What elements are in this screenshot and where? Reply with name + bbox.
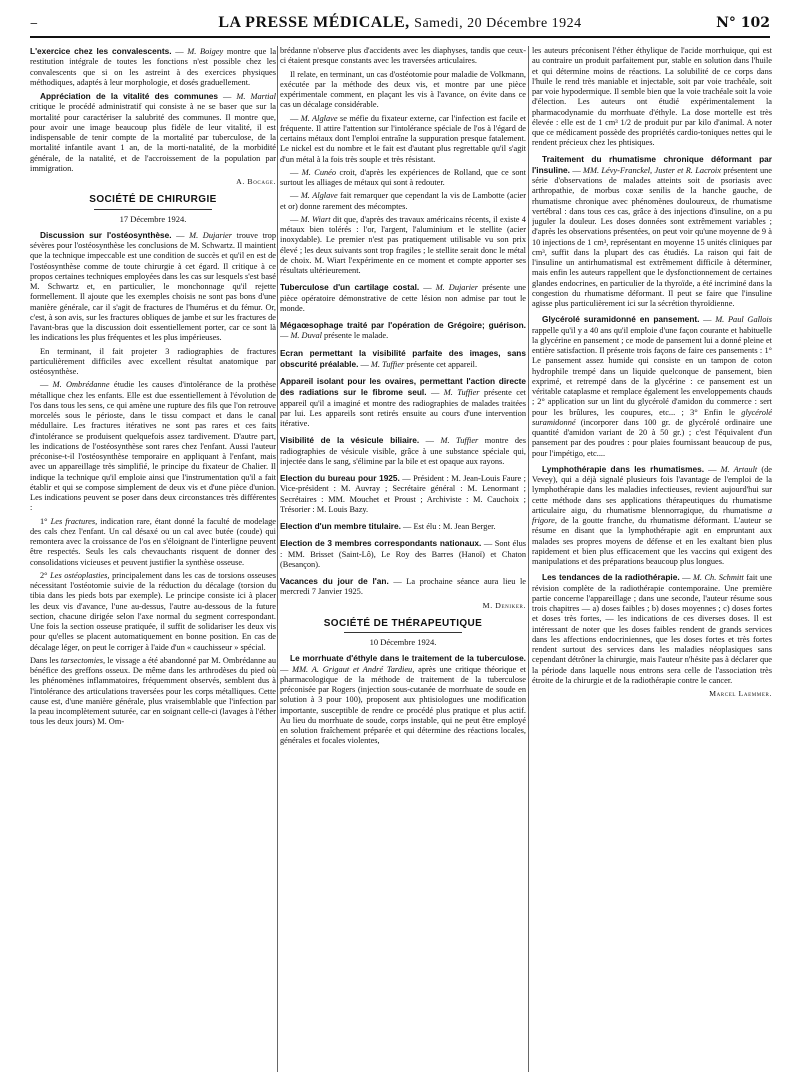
- article-paragraph: Glycérolé suramidonné en pansement. — M. Paul Gallois rappelle qu'il y a 40 ans qu'il emploie d'une façon courante et habituelle la glycérine en pansement ; ce mode de pansement lui a donné pleine et entière satisfaction. Il présente trois façons de faire ces pansements : 1° Le pansement assez humide qui consiste en un tampon de coton hydrophile trempé dans un liquide quelconque de pansement, bien exprimé, et retrempé dans de la glycérine : ce pansement est un véritable cataplasme et remplace également les enveloppements chauds ; 2° application sur un lint du glycérolé d'amidon du commerce : sert pour les brûlures, les coupures, etc... ; 3° Enfin le glycérolé suramidonné (incorporer dans 100 gr. de glycérolé ordinaire une quantité d'amidon variant de 20 à 50 gr.) ; c'est l'équivalent d'un pansement par des poudres : pour plaies fournissant beaucoup de pus, pour l'impétigo, etc....: [532, 314, 772, 458]
- article-title: Les tendances de la radiothérapie.: [542, 572, 680, 583]
- article-text: présentent une série d'observations de malades atteints soit de psoriasis avec arthropathie, de morbus coxæ senilis de la hanche gauche, de rhumatisme chronique avec phénomènes douloureux, de rhumatisme vertébral : dans tous ces cas, grâce à des injections d'insuline, on a pu juguler la douleur. Les doses données sont extrêmement variables ; d'après les observations présentées, on peut voir qu'une moyenne de 9 à 10 injections de 1 cm³, représentant en moyenne 15 unités cliniques par cm³, suffit dans la plupart des cas étudiés. La raison qui fait de l'insuline un antirhumatismal est extrêmement difficile à déterminer, mais enfin les auteurs rappellent que le dysfonctionnement de certaines glandes endocrines, en particulier de la thyroïde, a été incriminé dans la congestion du rhumatisme déformant. Il peut se faire que l'insuline agisse plus particulièrement ici sur la sécrétion thyroïdienne.: [532, 165, 772, 308]
- article-text: — Président : M. Jean-Louis Faure ; Vice-président : M. Auvray ; Secrétaire général : M. Lenormant ; Secrétaires : MM. Mouchet et Proust ; Archiviste : M. Cauchoix ; Trésorier : M. Louis Bazy.: [280, 474, 526, 514]
- article-paragraph: — M. Wiart dit que, d'après des travaux américains récents, il existe 4 métaux bien tolérés : l'or, l'argent, l'aluminium et le stellite (acier inoxydable). Le premier n'est pas pratiquement utilisable vu son prix élevé ; les deux suivants sont trop fragiles ; le stellite serait donc le métal de choix. M. Wiart l'expérimente en ce moment et compte apporter ses résultats ultérieurement.: [280, 214, 526, 275]
- article-text: dit que, d'après des travaux américains récents, il existe 4 métaux bien tolérés : l'or, l'argent, l'aluminium et le stellite (acier inoxydable). Le premier n'est pas pratiquement utilisable vu son prix élevé ; les deux suivants sont trop fragiles ; le stellite serait donc le métal de choix. M. Wiart l'expérimente en ce moment et compte apporter ses résultats ultérieurement.: [280, 214, 526, 275]
- list-label: tarsectomies,: [60, 655, 106, 665]
- list-label: Les ostéoplasties,: [50, 570, 110, 580]
- article-title: Glycérolé suramidonné en pansement.: [542, 314, 700, 325]
- list-label: Les fractures,: [50, 516, 98, 526]
- article-paragraph: 1° Les fractures, indication rare, étant donné la faculté de modelage des cals chez l'enfant. Un cal désaxé ou un cal avec butée (coude) qui remontera avec la croissance de l'os en s'éloignant de l'interligne peuvent être respectés. Seuls les cals chevauchants risquent de donner des consolidations vicieuses et peuvent justifier la synthèse osseuse.: [30, 516, 276, 567]
- article-text: (incorporer dans 100 gr. de glycérolé ordinaire une quantité d'amidon variant de 20 à 50 gr.) ; c'est l'équivalent d'un pansement par des poudres : pour plaies fournissant beaucoup de pus, pour l'impétigo, etc....: [532, 417, 772, 458]
- article-text: fait remarquer que cependant la vis de Lambotte (acier et or) donne rarement des mécomptes.: [280, 191, 526, 211]
- article-text: après une critique théorique et pharmacologique de la méthode de traitement de la tuberculose préconisée par Rogers (injection sous-cutanée de morrhuate de soude en solution à 3 pour 100), proposent aux phtisiologues une modification importante, susceptible de rendre ce procédé plus pratique et plus actif. Au lieu du morrhuate de soude, corps instable, qui ne peut être employé en solution fraîchement préparée et qui détermine des réactions locales, générales et focales violentes,: [280, 664, 526, 746]
- issue-date: Samedi, 20 Décembre 1924: [414, 16, 582, 31]
- section-heading: SOCIÉTÉ DE CHIRURGIE: [89, 194, 217, 206]
- section-heading: SOCIÉTÉ DE THÉRAPEUTIQUE: [323, 617, 483, 629]
- article-text: — La prochaine séance aura lieu le mercredi 7 Janvier 1925.: [280, 577, 526, 597]
- article-paragraph: Mégaœsophage traité par l'opération de Grégoire; guérison. — M. Duval présente le malade.: [280, 320, 526, 341]
- article-text: critique le procédé administratif qui consiste à ne se baser que sur la mortalité pour caractériser la salubrité des communes. Il montre que, pour avoir une image beaucoup plus fidèle de leur vitalité, il est indispensable de tenir compte de la mortalité par tuberculose, de la mortalité infantile avant 1 an, de la morti-natalité, de la morbidité générale, de la natalité, et de l'accroissement de la population par immigration.: [30, 102, 276, 173]
- column-divider: [528, 46, 529, 1072]
- article-title: Visibilité de la vésicule biliaire.: [280, 435, 420, 446]
- column-1: [30, 46, 276, 1068]
- article-text: se méfie du fixateur externe, car l'infection est facile et fréquente. Il attire l'attention sur l'intolérance spéciale de l'os à l'égard de certains métaux dont l'emploi entraîne la suppuration presque fatalement. Le nickel est du nombre et le fait est d'autant plus regrettable qu'il s'agit d'un métal à la fois très souple et très résistant.: [280, 113, 526, 164]
- article-paragraph: Les tendances de la radiothérapie. — M. Ch. Schmitt fait une révision complète de la radiothérapie contemporaine. Une première partie concerne l'appareillage ; dans une seconde, l'auteur résume sous trois chapitres — a) doses faibles ; b) doses moyennes ; c) doses fortes et doses très fortes, — les indications de ces diverses doses. Il est intéressant de noter que les doses faibles rendent de grands services dans les affections endocriniennes, que les doses fortes et très fortes rendent surtout des services dans les maladies néoplasiques sans cependant détrôner la chirurgie, mais l'auteur n'hésite pas à déclarer que la période dans laquelle nous entrons sera celle de l'association très étroite de la chirurgie et de la radiothérapie contre le cancer.: [532, 572, 772, 685]
- issue-number: N° 102: [716, 15, 770, 31]
- article-text: — Sont élus : MM. Brisset (Saint-Lô), Le Roy des Barres (Hanoï) et Chaton (Besançon).: [280, 539, 526, 569]
- article-text: montre des radiographies de vésicule visible, grâce à une substance spéciale qui, injectée dans le sang, s'élimine par la bile et est opaque aux rayons.: [280, 436, 526, 466]
- article-paragraph: Ecran permettant la visibilité parfaite des images, sans obscurité préalable. — M. Tuffier présente cet appareil.: [280, 347, 526, 369]
- author: M. Tuffier: [443, 388, 480, 398]
- session-date: 17 Décembre 1924.: [119, 213, 187, 224]
- article-paragraph: Dans les tarsectomies, le vissage a été abandonné par M. Ombrédanne au bénéfice des greffons osseux. De même dans les arthrodèses du pied où les phénomènes inflammatoires, fréquemment observés, semblent dus à l'intolérance des articulations traversées pour les corps métalliques. Cette cause est, d'une manière générale, plus vraisemblable que l'infection par la peau incomplètement suturée, car en soignant celle-ci (lavages à l'éther tous les deux jours) M. Om-: [30, 655, 276, 727]
- author: M. Dujarier: [189, 230, 233, 240]
- column-2: [280, 46, 526, 1068]
- author: M. Martial: [236, 92, 276, 101]
- article-paragraph: Appréciation de la vitalité des communes — M. Martial critique le procédé administratif qui consiste à ne se baser que sur la mortalité pour caractériser la salubrité des communes. Il montre que, pour avoir une image beaucoup plus fidèle de leur vitalité, il est indispensable de tenir compte de la mortalité par tuberculose, de la mortalité infantile avant 1 an, de la morti-natalité, de la morbidité générale, de la natalité, et de l'accroissement de la population par immigration.: [30, 91, 276, 173]
- article-title: Lymphothérapie dans les rhumatismes.: [542, 463, 705, 474]
- article-title: Traitement du rhumatisme chronique déformant par l'insuline.: [532, 153, 772, 175]
- author: MM. A. Grigaut et André Tardieu,: [292, 664, 415, 674]
- author: M. Ombrédanne: [52, 380, 110, 390]
- session-date: 10 Décembre 1924.: [369, 637, 437, 647]
- author: M. Alglave: [300, 113, 338, 123]
- author: M. Dujarier: [435, 283, 478, 293]
- author: M. Cunéo: [301, 167, 337, 177]
- article-text: présente cet appareil qu'il a imaginé et montre des radiographies de malades traitées par lui. Les appareils sont retirés ensuite au cours d'une intervention itérative.: [280, 388, 526, 428]
- article-title: L'exercice chez les convalescents.: [30, 46, 172, 56]
- article-paragraph: Tuberculose d'un cartilage costal. — M. Dujarier présente une pièce opératoire démonstrative de cette lésion non admise par tout le monde.: [280, 282, 526, 313]
- article-paragraph: [280, 576, 526, 598]
- journal-title: LA PRESSE MÉDICALE,: [218, 14, 410, 31]
- masthead: [30, 14, 770, 32]
- section-underline: [344, 632, 462, 633]
- article-text: le vissage a été abandonné par M. Ombrédanne au bénéfice des greffons osseux. De même dans les arthrodèses du pied où les phénomènes inflammatoires, fréquemment observés, semblent dus à l'intolérance des articulations traversées pour les corps métalliques. Cette cause est, d'une manière générale, plus vraisemblable que l'infection par la peau incomplètement suturée, car en soignant celle-ci (lavages à l'éther tous les deux jours) M. Om-: [30, 655, 276, 727]
- article-text: croit, d'après les expériences de Rolland, que ce sont surtout les alliages de métaux qui sont à redouter.: [280, 167, 526, 187]
- article-title: Election de 3 membres correspondants nationaux.: [280, 538, 482, 549]
- column-divider: [277, 46, 278, 1072]
- article-paragraph: brédanne n'observe plus d'accidents avec les diaphyses, tandis que ceux-ci étaient presque constants avec les traversées articulaires.: [280, 46, 526, 66]
- article-title: Discussion sur l'ostéosynthèse.: [40, 229, 172, 240]
- article-paragraph: [280, 473, 526, 515]
- signature: Marcel Laemmer.: [709, 689, 772, 698]
- article-title: Ecran permettant la visibilité parfaite des images, sans obscurité préalable.: [280, 347, 526, 369]
- article-title: Mégaœsophage traité par l'opération de Grégoire; guérison.: [280, 320, 526, 330]
- article-text: présente une pièce opératoire démonstrative de cette lésion non admise par tout le monde.: [280, 283, 526, 313]
- author: M. Tuffier: [370, 359, 405, 369]
- article-text: indication rare, étant donné la faculté de modelage des cals chez l'enfant. Un cal désaxé ou un cal avec butée (coude) qui remontera avec la croissance de l'os en s'éloignant de l'interligne peuvent être respectés. Seuls les cals chevauchants risquent de donner des consolidations vicieuses et peuvent justifier la synthèse osseuse.: [30, 516, 276, 567]
- article-paragraph: Visibilité de la vésicule biliaire. — M. Tuffier montre des radiographies de vésicule visible, grâce à une substance spéciale qui, injectée dans le sang, s'élimine par la bile et est opaque aux rayons.: [280, 435, 526, 466]
- page-mark: ‒: [30, 16, 38, 30]
- article-paragraph: — M. Cunéo croit, d'après les expériences de Rolland, que ce sont surtout les alliages de métaux qui sont à redouter.: [280, 167, 526, 187]
- author: M. Tuffier: [440, 436, 479, 446]
- article-paragraph: — M. Alglave se méfie du fixateur externe, car l'infection est facile et fréquente. Il attire l'attention sur l'intolérance spéciale de l'os à l'égard de certains métaux dont l'emploi entraîne la suppuration presque fatalement. Le nickel est du nombre et le fait est d'autant plus regrettable qu'il s'agit d'un métal à la fois très souple et très résistant.: [280, 113, 526, 164]
- article-text: — Est élu : M. Jean Berger.: [403, 522, 496, 531]
- article-paragraph: En terminant, il fait projeter 3 radiographies de fractures particulièrement difficiles avec excellent résultat anatomique par ostéosynthèse.: [30, 346, 276, 376]
- article-title: Le morrhuate d'éthyle dans le traitement de la tuberculose.: [290, 653, 526, 664]
- author: M. Boigey: [187, 47, 224, 56]
- article-title: Election du bureau pour 1925.: [280, 473, 400, 483]
- article-paragraph: Il relate, en terminant, un cas d'ostéotomie pour maladie de Volkmann, exécutée par la méthode des deux vis, et montre par une pièce expérimentale comment, en plaçant les vis à l'avance, on évite dans ce cas un décalage considérable.: [280, 69, 526, 110]
- article-paragraph: [280, 538, 526, 570]
- article-text: étudie les causes d'intolérance de la prothèse métallique chez les enfants. Elle est due essentiellement à l'évolution de l'os dans tous les sens, ce qui amène une rupture des fils que l'on retrouve morcelés sous le périoste, dans le tissu compact et dans le canal médullaire. Les fractures itératives ne sont pas rares et ces faits d'intolérance se produisent quelquefois assez tardivement. D'autre part, les indications de l'ostéosynthèse sont rares chez l'enfant. Aussi l'auteur préconise-t-il l'ostéosynthèse temporaire en appliquant à l'enfant, mais avec un appareillage très simplifié, le principe du fixateur de Chalier. Il indique la technique qu'il emploie ainsi que l'instrumentation qu'il a fait établir et qui se compose simplement de deux vis et d'une pièce d'union. Les indications peuvent se poser dans deux circonstances très différentes :: [30, 380, 276, 513]
- article-title: Election d'un membre titulaire.: [280, 521, 401, 531]
- article-text: principalement dans les cas de torsions osseuses nécessitant l'ostéotomie suivie de la réduction du décalage (torsion du tibia dans les pieds bots par exemple). Le principe consiste ici à placer les deux vis d'avance, l'une au-dessus, l'autre au-dessous de la future section, chacune dirigée selon l'axe normal du segment correspondant. Une fois la section osseuse pratiquée, il suffit de solidariser les deux vis pour qu'elles se placent automatiquement en bonne position. En cas de décalage léger, on peut le corriger à l'aide d'un « cauchisseur » spécial.: [30, 570, 276, 652]
- article-paragraph: — M. Alglave fait remarquer que cependant la vis de Lambotte (acier et or) donne rarement des mécomptes.: [280, 191, 526, 211]
- list-label: glycérolé suramidonné: [532, 407, 772, 427]
- author: M. Paul Gallois: [715, 315, 772, 325]
- article-text: présente le malade.: [324, 331, 389, 341]
- section-underline: [94, 209, 212, 210]
- article-text: de la goutte franche, du rhumatisme déformant. L'auteur se résume en disant que la lymphothérapie agit en empruntant aux malades ses propres moyens de défense et en les exaltant bien plus rapidement et bien plus efficacement que les vaccins qui exigent des manipulations et des préparations beaucoup plus longues.: [532, 516, 772, 566]
- article-text: montre que la restitution intégrale de toutes les fonctions n'est possible chez les convalescents que si on les astreint à des exercices physiques méthodiques, adaptés à leur morphologie, et dosés graduellement.: [30, 47, 276, 87]
- author: M. Duval: [290, 331, 322, 341]
- list-label: a frigore,: [532, 505, 772, 525]
- article-title: Tuberculose d'un cartilage costal.: [280, 282, 420, 293]
- author: M. Ch. Schmitt: [692, 573, 744, 583]
- signature: A. Bocage.: [236, 177, 276, 186]
- article-text: présente cet appareil.: [406, 359, 478, 369]
- author: M. Wiart: [300, 214, 331, 224]
- author: M. Alglave: [300, 191, 338, 201]
- author: M. Artault: [720, 464, 758, 474]
- article-paragraph: Traitement du rhumatisme chronique déformant par l'insuline. — MM. Lévy-Franckel, Juster et R. Lacroix présentent une série d'observations de malades atteints soit de psoriasis avec arthropathie, de morbus coxæ senilis de la hanche gauche, de rhumatisme chronique avec phénomènes douloureux, de rhumatisme vertébral : dans tous ces cas, grâce à des injections d'insuline, on a pu juguler la douleur. Les doses données sont extrêmement variables ; d'après les observations présentées, on peut voir qu'une moyenne de 9 à 10 injections de 1 cm³, représentant en moyenne 15 unités cliniques par cm³, suffit dans la plupart des cas étudiés. La raison qui fait de l'insuline un antirhumatismal est extrêmement difficile à déterminer, mais enfin les auteurs rappellent que le dysfonctionnement de certaines glandes endocrines, en particulier de la thyroïde, a été incriminé dans la congestion du rhumatisme déformant. Il peut se faire que l'insuline agisse plus particulièrement ici sur la sécrétion thyroïdienne.: [532, 153, 772, 308]
- column-3: [532, 46, 772, 1068]
- page-header: [30, 14, 770, 38]
- article-title: Appréciation de la vitalité des communes: [40, 91, 218, 101]
- article-paragraph: L'exercice chez les convalescents. — M. Boigey montre que la restitution intégrale de toutes les fonctions n'est possible chez les convalescents que si on les astreint à des exercices physiques méthodiques, adaptés à leur morphologie, et dosés graduellement.: [30, 46, 276, 87]
- article-title: Appareil isolant pour les ovaires, permettant l'action directe des radiations sur le fibrome seul.: [280, 376, 526, 398]
- article-paragraph: Appareil isolant pour les ovaires, permettant l'action directe des radiations sur le fibrome seul. — M. Tuffier présente cet appareil qu'il a imaginé et montre des radiographies de malades traitées par lui. Les appareils sont retirés ensuite au cours d'une intervention itérative.: [280, 376, 526, 428]
- article-text: rappelle qu'il y a 40 ans qu'il emploie d'une façon courante et habituelle la glycérine en pansement ; ce mode de pansement lui a donné pleine et entière satisfaction. Il présente trois façons de faire ces pansements : 1° Le pansement assez humide qui consiste en un tampon de coton hydrophile trempé dans un liquide quelconque de pansement, bien exprimé, et retrempé dans de la glycérine : ce pansement est un véritable cataplasme et remplace également les enveloppements chauds ; 2° application sur un lint du glycérolé d'amidon du commerce : sert pour les brûlures, les coupures, etc... ; 3° Enfin le: [532, 325, 772, 417]
- article-text: fait une révision complète de la radiothérapie contemporaine. Une première partie concerne l'appareillage ; dans une seconde, l'auteur résume sous trois chapitres — a) doses faibles ; b) doses moyennes ; c) doses fortes et doses très fortes, — les indications de ces diverses doses. Il est intéressant de noter que les doses faibles rendent de grands services dans les affections endocriniennes, que les doses fortes et très fortes rendent surtout des services dans les maladies néoplasiques sans cependant détrôner la chirurgie, mais l'auteur n'hésite pas à déclarer que la période dans laquelle nous entrons sera celle de l'association très étroite de la chirurgie et de la radiothérapie contre le cancer.: [532, 573, 772, 685]
- article-paragraph: 2° Les ostéoplasties, principalement dans les cas de torsions osseuses nécessitant l'ostéotomie suivie de la réduction du décalage (torsion du tibia dans les pieds bots par exemple). Le principe consiste ici à placer les deux vis d'avance, l'une au-dessus, l'autre au-dessous de la future section, chacune dirigée selon l'axe normal du segment correspondant. Une fois la section osseuse pratiquée, il suffit de solidariser les deux vis pour qu'elles se placent automatiquement en bonne position. En cas de décalage léger, on peut le corriger à l'aide d'un « cauchisseur » spécial.: [30, 570, 276, 652]
- article-paragraph: Lymphothérapie dans les rhumatismes. — M. Artault (de Vevey), qui a déjà signalé plusieurs fois l'avantage de l'emploi de la lymphothérapie dans les maladies infectieuses, revient aujourd'hui sur cette méthode dans ses applications thérapeutiques du rhumatisme articulaire aigu, du rhumatisme blennorragique, du rhumatisme a frigore, de la goutte franche, du rhumatisme déformant. L'auteur se résume en disant que la lymphothérapie agit en empruntant aux malades ses propres moyens de défense et en les exaltant bien plus rapidement et bien plus efficacement que les vaccins qui exigent des manipulations et des préparations beaucoup plus longues.: [532, 463, 772, 566]
- author: MM. Lévy-Franckel, Juster et R. Lacroix: [583, 165, 721, 175]
- signature: M. Deniker.: [482, 600, 526, 610]
- article-paragraph: les auteurs préconisent l'éther éthylique de l'acide morrhuique, qui est au contraire un produit parfaitement pur, stable en solution dans l'huile et qui détermine moins de réactions. La solubilité de ce corps dans l'huile le rend très maniable et injectable, soit par voie trachéale, soit par voie hypodermique. Il semble bien que la voie trachéale soit la voie d'élection. Les auteurs ont étudié expérimentalement la pharmacodynamie du morrhuate d'éthyle. La dose mortelle est très élevée : elle est de 1 cm³ 1/2 de produit pur par kilo d'animal. A noter que ce médicament possède des propriétés cardio-toniques nettes qui le rendent précieux chez les phtisiques.: [532, 46, 772, 148]
- article-title: Vacances du jour de l'an.: [280, 576, 389, 586]
- article-paragraph: Le morrhuate d'éthyle dans le traitement de la tuberculose. — MM. A. Grigaut et André Tardieu, après une critique théorique et pharmacologique de la méthode de traitement de la tuberculose préconisée par Rogers (injection sous-cutanée de morrhuate de soude en solution à 3 pour 100), proposent aux phtisiologues une modification importante, susceptible de rendre ce procédé plus pratique et plus actif. Au lieu du morrhuate de soude, corps instable, qui ne peut être employé en solution fraîchement préparée et qui détermine des réactions locales, générales et focales violentes,: [280, 653, 526, 746]
- article-paragraph: [280, 521, 526, 532]
- article-text: trouve trop sévères pour l'ostéosynthèse les conclusions de M. Schwartz. Il maintient que la technique impeccable est une condition de succès et qu'il en est de l'ostéosynthèse comme de toute chirurgie à cet égard. Il critique à ce propos certaines techniques employées dans les cas sur lesquels s'est basé M. Schwartz et, en particulier, le monchonnage qu'il rejette formellement. Il ajoute que les exemples choisis ne sont pas bons d'une manière générale, car il s'agit de fractures de l'humérus et du fémur. Or, c'est, à son avis, sur les fractures obliques de jambe et sur les fractures de l'avant-bras que la discussion doit essentiellement porter, car ce sont là les indications les plus fréquentes et les plus impérieuses.: [30, 230, 276, 343]
- article-paragraph: Discussion sur l'ostéosynthèse. — M. Dujarier trouve trop sévères pour l'ostéosynthèse les conclusions de M. Schwartz. Il maintient que la technique impeccable est une condition de succès et qu'il en est de l'ostéosynthèse comme de toute chirurgie à cet égard. Il critique à ce propos certaines techniques employées dans les cas sur lesquels s'est basé M. Schwartz et, en particulier, le monchonnage qu'il rejette formellement. Il ajoute que les exemples choisis ne sont pas bons d'une manière générale, car il s'agit de fractures de l'humérus et du fémur. Or, c'est, à son avis, sur les fractures obliques de jambe et sur les fractures de l'avant-bras que la discussion doit essentiellement porter, car ce sont là les indications les plus fréquentes et les plus impérieuses.: [30, 229, 276, 343]
- article-text: (de Vevey), qui a déjà signalé plusieurs fois l'avantage de l'emploi de la lymphothérapie dans les maladies infectieuses, revient aujourd'hui sur cette méthode dans ses applications thérapeutiques du rhumatisme articulaire aigu, du rhumatisme blennorragique, du rhumatisme: [532, 464, 772, 515]
- article-paragraph: — M. Ombrédanne étudie les causes d'intolérance de la prothèse métallique chez les enfants. Elle est due essentiellement à l'évolution de l'os dans tous les sens, ce qui amène une rupture des fils que l'on retrouve morcelés sous le périoste, dans le tissu compact et dans le canal médullaire. Les fractures itératives ne sont pas rares et ces faits d'intolérance se produisent quelquefois assez tardivement. D'autre part, les indications de l'ostéosynthèse sont rares chez l'enfant. Aussi l'auteur préconise-t-il l'ostéosynthèse temporaire en appliquant à l'enfant, mais avec un appareillage très simplifié, le principe du fixateur de Chalier. Il indique la technique qu'il emploie ainsi que l'instrumentation qu'il a fait établir et qui se compose simplement de deux vis et d'une pièce d'union. Les indications peuvent se poser dans deux circonstances très différentes :: [30, 380, 276, 513]
